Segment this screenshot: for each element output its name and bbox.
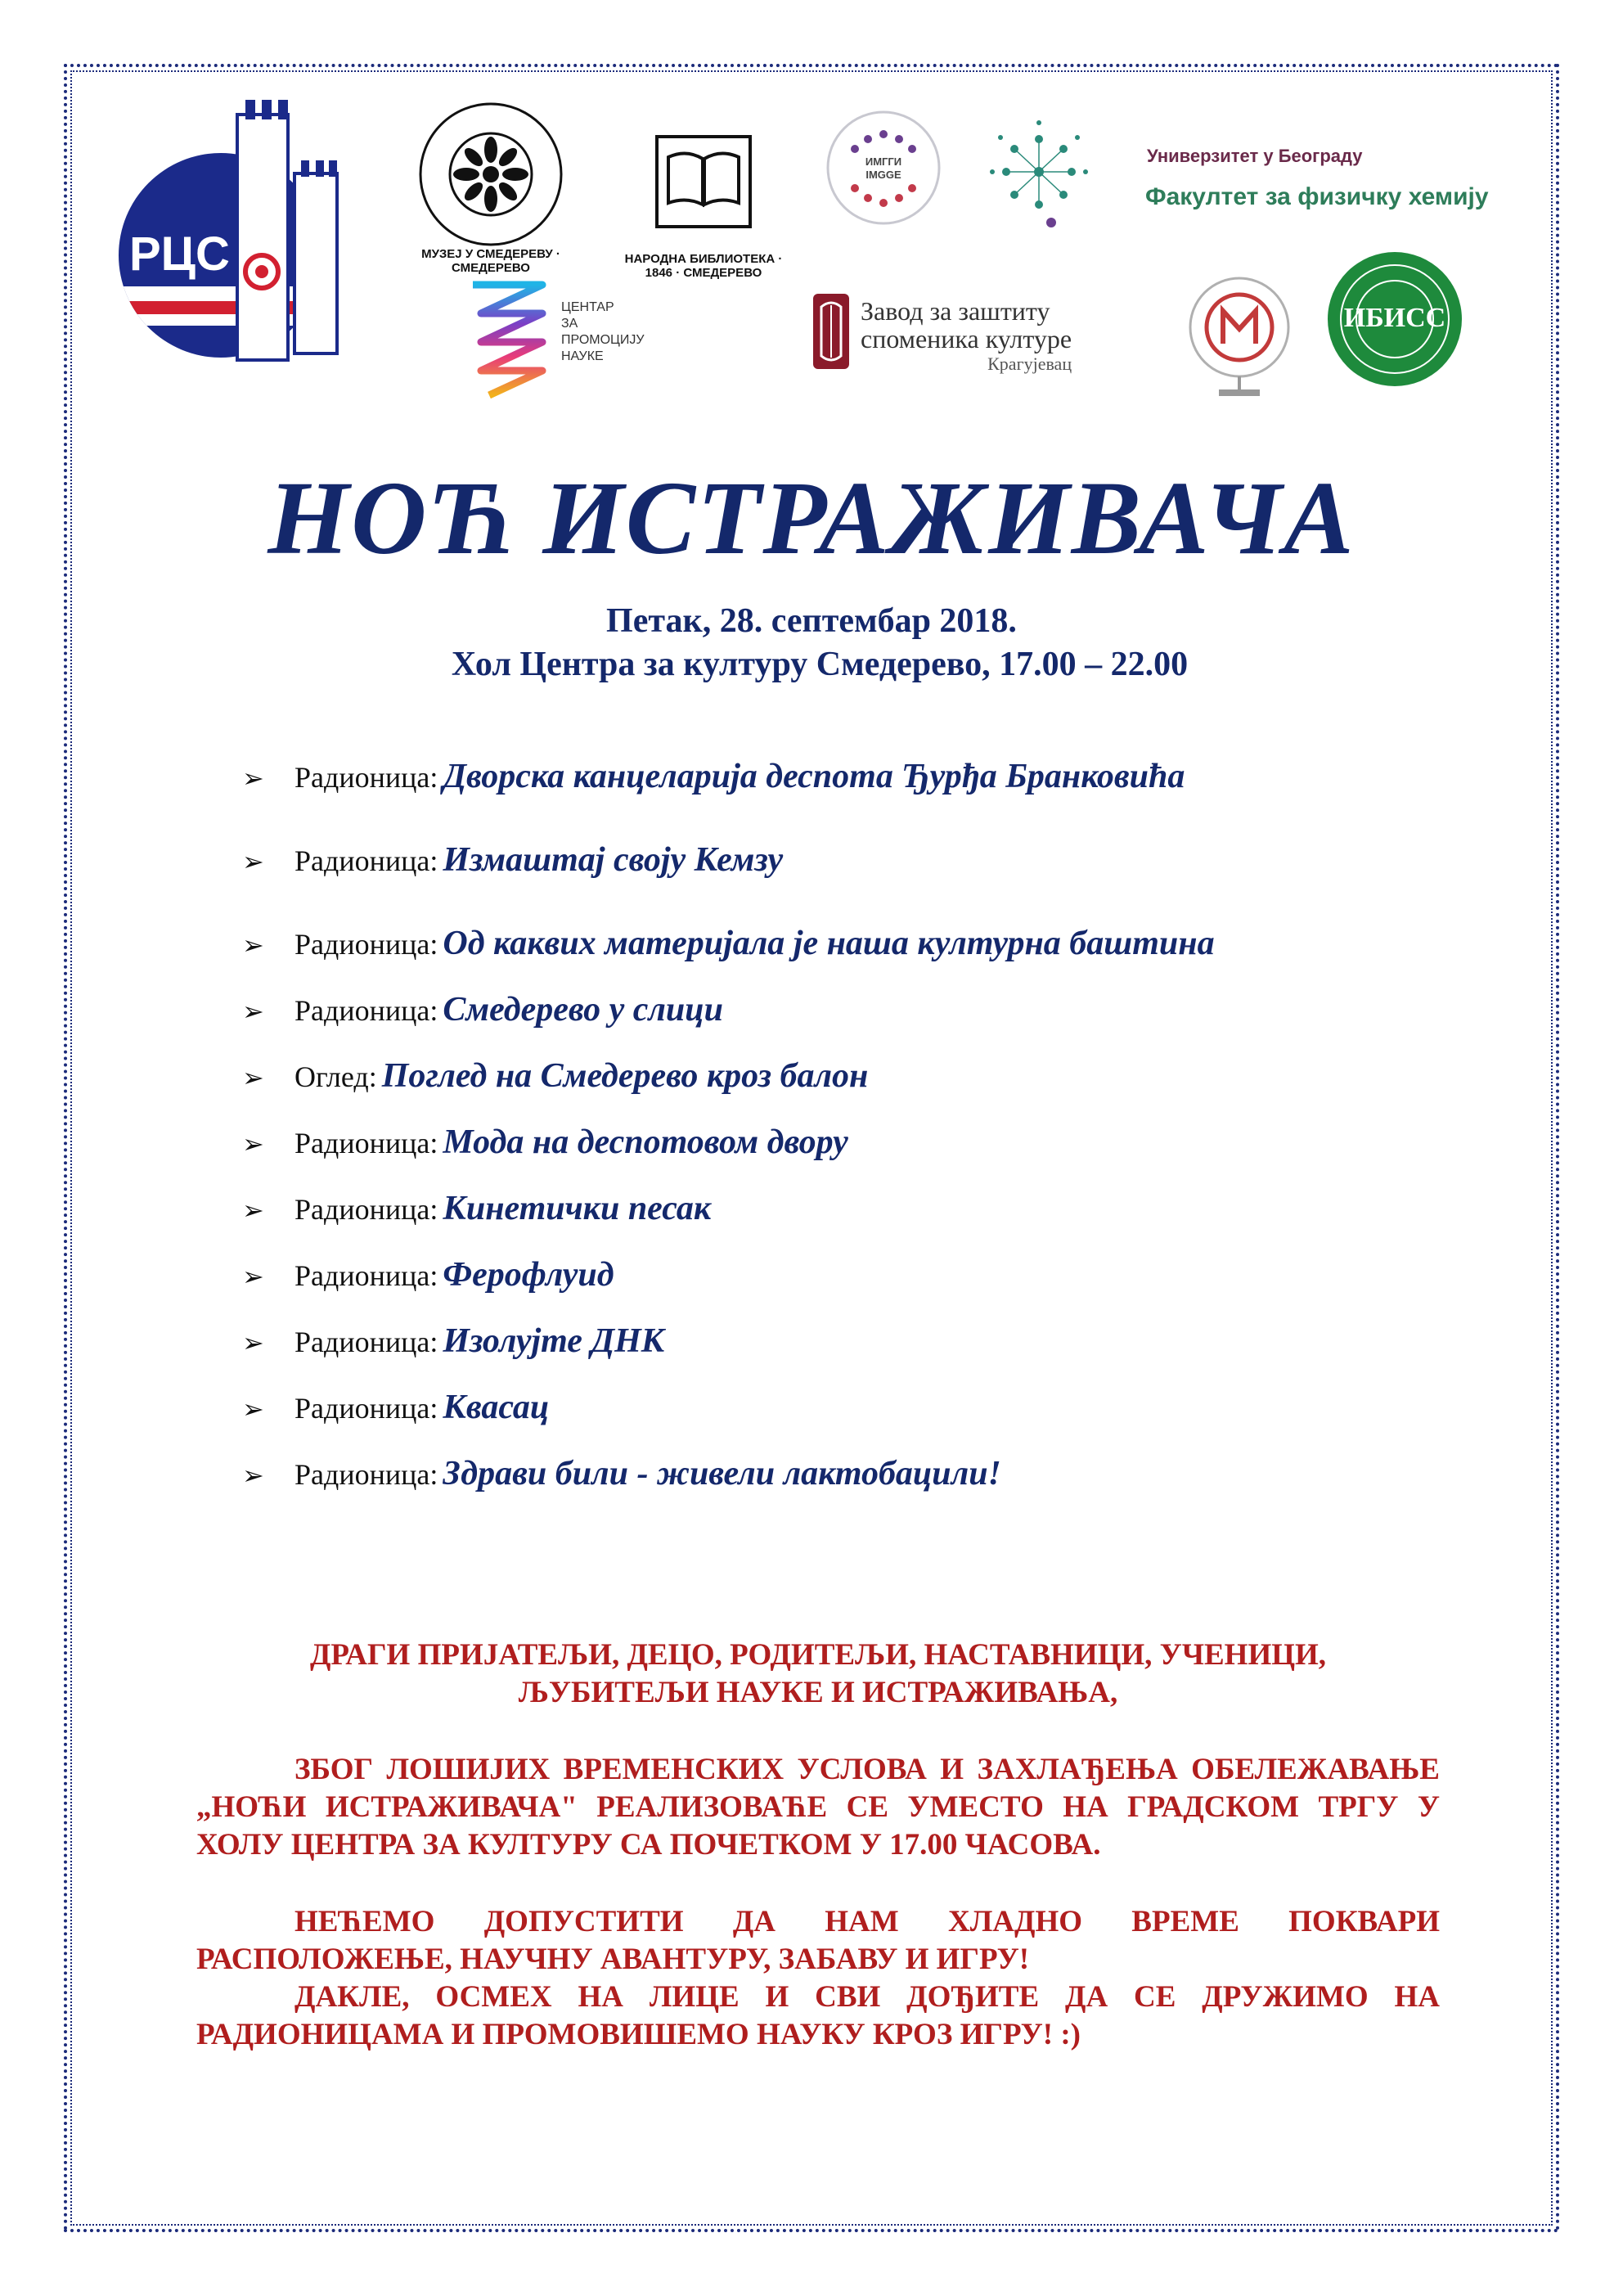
activity-name: Поглед на Смедерево кроз балон [381, 1057, 869, 1095]
activity-name: Здрави били - живели лактобацили! [443, 1455, 1001, 1492]
notice-paragraph-3: ДАКЛЕ, ОСМЕХ НА ЛИЦЕ И СВИ ДОЂИТЕ ДА СЕ ДРУЖИМО НА РАДИОНИЦАМА И ПРОМОВИШЕМО НАУКУ КРОЗ ИГРУ! :) [196, 1980, 1440, 2051]
notice-paragraph-1: ЗБОГ ЛОШИЈИХ ВРЕМЕНСКИХ УСЛОВА И ЗАХЛАЂЕЊА ОБЕЛЕЖАВАЊЕ „НОЋИ ИСТРАЖИВАЧА" РЕАЛИЗОВАЋЕ СЕ УМЕСТО НА ГРАДСКОМ ТРГУ У ХОЛУ ЦЕНТРА ЗА КУЛТУРУ СА ПОЧЕТКОМ У 17.00 ЧАСОВА. [196, 1753, 1440, 1862]
activity-name: Измаштај своју Кемзу [443, 841, 784, 879]
activity-kind: Радионица: [294, 1326, 438, 1358]
activity-kind: Радионица: [294, 1259, 438, 1292]
imgge-logo-text: ИМГГИ IMGGE [865, 155, 902, 181]
fakultet-name-text: Факултет за физичку хемију [1145, 183, 1489, 210]
muzej-globe-logo [1178, 270, 1301, 401]
list-item [242, 757, 1185, 796]
activity-kind: Радионица: [294, 1392, 438, 1425]
activity-name: Дворска канцеларија деспота Ђурђа Бранковића [443, 758, 1185, 795]
notice-greeting-1: ДРАГИ ПРИЈАТЕЉИ, ДЕЦО, РОДИТЕЉИ, НАСТАВНИЦИ, УЧЕНИЦИ, [309, 1638, 1327, 1672]
arrow-bullet-icon: ➢ [242, 930, 264, 961]
activity-name: Смедерево у слици [443, 991, 723, 1029]
list-item [242, 1454, 1001, 1493]
zavod-line-1: Завод за заштиту [861, 296, 1050, 326]
list-item [242, 840, 783, 880]
cpn-line-2: ЗА [561, 317, 578, 331]
list-item [242, 1056, 868, 1096]
arrow-bullet-icon: ➢ [242, 1062, 264, 1093]
arrow-bullet-icon: ➢ [242, 1128, 264, 1159]
list-item [242, 1123, 848, 1162]
arrow-bullet-icon: ➢ [242, 1261, 264, 1292]
event-place: Хол Центра за културу Смедерево, 17.00 – 22.00 [451, 646, 1189, 683]
activity-kind: Радионица: [294, 1193, 438, 1226]
cpn-logo-text [561, 299, 645, 365]
muzej-smederevo-logo [401, 97, 581, 275]
activity-name: Ферофлуид [443, 1256, 614, 1294]
activity-kind: Радионица: [294, 844, 438, 877]
activity-name: Мода на деспотовом двору [443, 1123, 848, 1161]
cpn-line-1: ЦЕНТАР [561, 300, 614, 314]
biblioteka-logo-text: НАРОДНА БИБЛИОТЕКА · 1846 · СМЕДЕРЕВО [624, 252, 783, 280]
notice-greeting-2: ЉУБИТЕЉИ НАУКЕ И ИСТРАЖИВАЊА, [518, 1676, 1118, 1709]
centar-promocija-nauke-logo [465, 268, 645, 399]
muzej-logo-text: МУЗЕЈ У СМЕДЕРЕВУ · СМЕДЕРЕВО [421, 247, 560, 275]
activity-kind: Радионица: [294, 928, 438, 961]
event-title: НОЋ ИСТРАЖИВАЧА [268, 460, 1355, 576]
activity-kind: Радионица: [294, 994, 438, 1027]
activity-name: Кинетички песак [443, 1190, 712, 1227]
fakultet-university-text: Универзитет у Београду [1147, 146, 1363, 166]
list-item [242, 924, 1215, 963]
fakultet-fizicka-hemija-logo [1145, 146, 1554, 211]
list-item [242, 990, 723, 1029]
rcs-logo [98, 92, 368, 370]
activity-kind: Радионица: [294, 761, 438, 794]
zavod-logo-text [861, 297, 1072, 376]
zavod-line-2: споменика културе [861, 324, 1072, 353]
zavod-spomenika-logo [810, 290, 1072, 374]
list-item [242, 1388, 549, 1427]
rcs-logo-text: РЦС [129, 227, 230, 281]
activity-kind: Радионица: [294, 1458, 438, 1491]
arrow-bullet-icon: ➢ [242, 996, 264, 1027]
ibiss-logo [1325, 245, 1464, 393]
activity-kind: Оглед: [294, 1060, 377, 1093]
arrow-bullet-icon: ➢ [242, 1195, 264, 1226]
narodna-biblioteka-logo [618, 92, 789, 280]
molecular-network-logo [986, 115, 1092, 229]
activity-name: Од каквих материјала је наша културна баштина [443, 925, 1215, 962]
list-item [242, 1189, 711, 1228]
zavod-line-3: Крагујевац [987, 353, 1072, 374]
event-date: Петак, 28. септембар 2018. [606, 602, 1017, 640]
arrow-bullet-icon: ➢ [242, 763, 264, 794]
activity-name: Квасац [443, 1389, 550, 1426]
arrow-bullet-icon: ➢ [242, 1393, 264, 1425]
arrow-bullet-icon: ➢ [242, 1327, 264, 1358]
arrow-bullet-icon: ➢ [242, 1460, 264, 1491]
cpn-line-3: ПРОМОЦИЈУ [561, 333, 645, 347]
ibiss-logo-text: ИБИСС [1343, 303, 1446, 333]
activity-name: Изолујте ДНК [443, 1322, 665, 1360]
cpn-line-4: НАУКЕ [561, 349, 604, 363]
imgge-logo [822, 106, 945, 229]
notice-paragraph-2: НЕЋЕМО ДОПУСТИТИ ДА НАМ ХЛАДНО ВРЕМЕ ПОКВАРИ РАСПОЛОЖЕЊЕ, НАУЧНУ АВАНТУРУ, ЗАБАВУ И ИГРУ! [196, 1905, 1440, 1976]
arrow-bullet-icon: ➢ [242, 846, 264, 877]
list-item [242, 1255, 614, 1294]
activity-kind: Радионица: [294, 1127, 438, 1159]
list-item [242, 1321, 664, 1361]
